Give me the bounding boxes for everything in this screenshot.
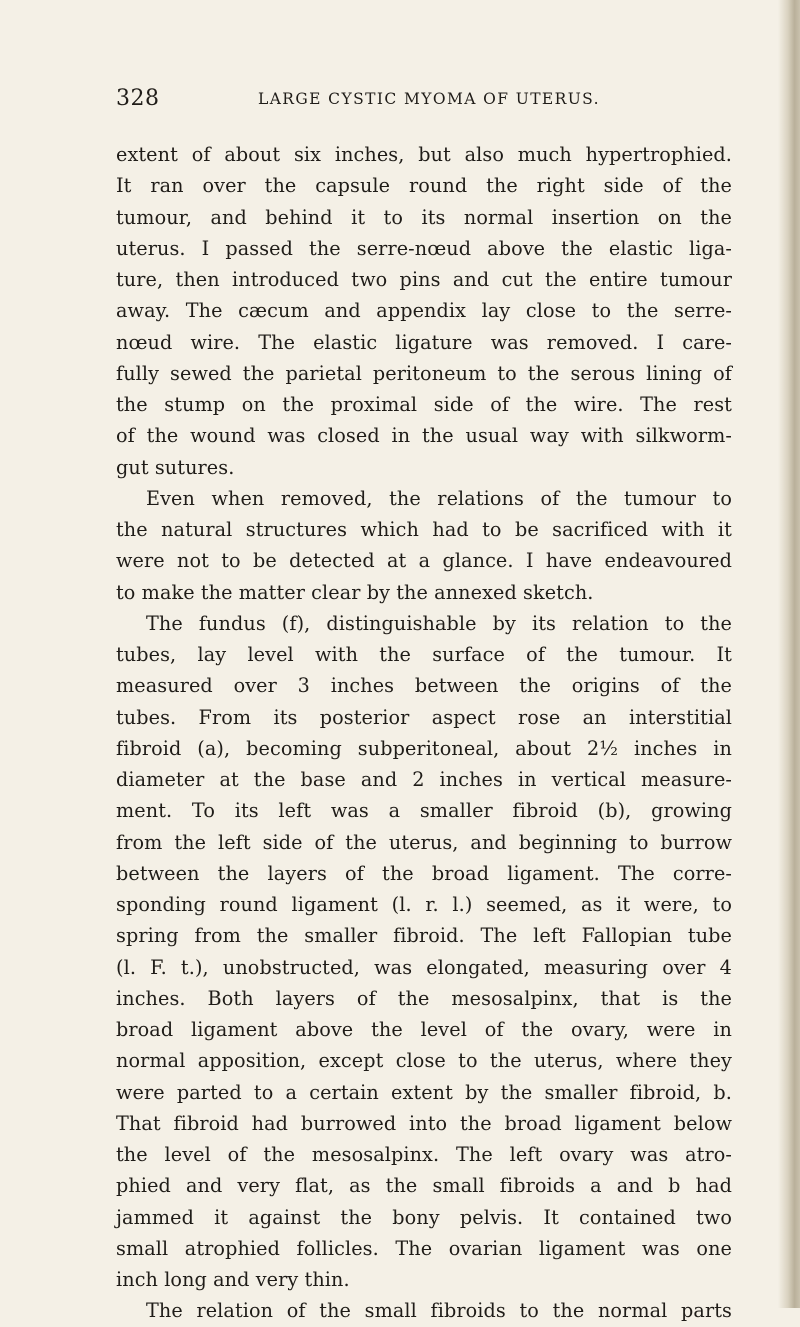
text-line: normal apposition, except close to the uterus, where they <box>116 1049 732 1073</box>
page-number: 328 <box>116 86 160 111</box>
text-line: tumour, and behind it to its normal insertion on the <box>116 205 732 229</box>
text-line: from the left side of the uterus, and beginning to burrow <box>116 830 732 854</box>
text-line: uterus. I passed the serre-nœud above the elastic liga- <box>116 236 732 260</box>
text-line: extent of about six inches, but also much hypertrophied. <box>116 143 732 166</box>
text-line: The relation of the small fibroids to the normal parts <box>146 1299 732 1323</box>
text-line: fully sewed the parietal peritoneum to the serous lining of <box>116 361 732 385</box>
text-line: inches. Both layers of the mesosalpinx, that is the <box>116 986 732 1010</box>
text-line: of the wound was closed in the usual way with silkworm- <box>116 424 732 448</box>
text-line: broad ligament above the level of the ovary, were in <box>116 1018 732 1041</box>
text-line: fibroid (a), becoming subperitoneal, about 2½ inches in <box>116 736 732 760</box>
text-line: That fibroid had burrowed into the broad ligament below <box>116 1111 732 1135</box>
running-head <box>116 86 732 116</box>
text-line: sponding round ligament (l. r. l.) seemed, as it were, to <box>116 893 732 916</box>
text-line: small atrophied follicles. The ovarian ligament was one <box>116 1236 732 1260</box>
text-line: It ran over the capsule round the right side of the <box>116 174 732 198</box>
text-line: the natural structures which had to be sacrificed with it <box>116 518 732 541</box>
text-line: measured over 3 inches between the origins of the <box>116 674 732 698</box>
text-line: tubes, lay level with the surface of the tumour. It <box>116 643 732 666</box>
text-line: Even when removed, the relations of the tumour to <box>146 486 732 510</box>
text-line: The fundus (f), distinguishable by its relation to the <box>146 611 732 635</box>
body-text <box>116 139 732 1327</box>
text-line: phied and very flat, as the small fibroids a and b had <box>116 1174 732 1198</box>
text-line: (l. F. t.), unobstructed, was elongated, measuring over 4 <box>116 955 732 979</box>
text-line: spring from the smaller fibroid. The left Fallopian tube <box>116 924 732 948</box>
page-edge-shadow <box>778 0 800 1308</box>
text-line: to make the matter clear by the annexed sketch. <box>116 580 594 604</box>
text-line: nœud wire. The elastic ligature was removed. I care- <box>116 330 732 354</box>
text-line: ment. To its left was a smaller fibroid (b), growing <box>116 799 732 823</box>
text-line: away. The cæcum and appendix lay close to the serre- <box>116 299 732 323</box>
text-line: jammed it against the bony pelvis. It contained two <box>116 1205 732 1229</box>
text-line: ture, then introduced two pins and cut the entire tumour <box>116 268 732 291</box>
text-line: the stump on the proximal side of the wire. The rest <box>116 393 732 416</box>
text-line: diameter at the base and 2 inches in vertical measure- <box>116 768 732 791</box>
running-title: LARGE CYSTIC MYOMA OF UTERUS. <box>258 90 600 108</box>
text-line: were parted to a certain extent by the smaller fibroid, b. <box>116 1080 732 1104</box>
text-line: the level of the mesosalpinx. The left ovary was atro- <box>116 1143 732 1166</box>
text-line: were not to be detected at a glance. I have endeavoured <box>116 549 732 573</box>
text-line: gut sutures. <box>116 455 235 479</box>
text-line: tubes. From its posterior aspect rose an interstitial <box>116 705 732 729</box>
text-line: inch long and very thin. <box>116 1268 350 1291</box>
text-line: between the layers of the broad ligament. The corre- <box>116 861 732 885</box>
